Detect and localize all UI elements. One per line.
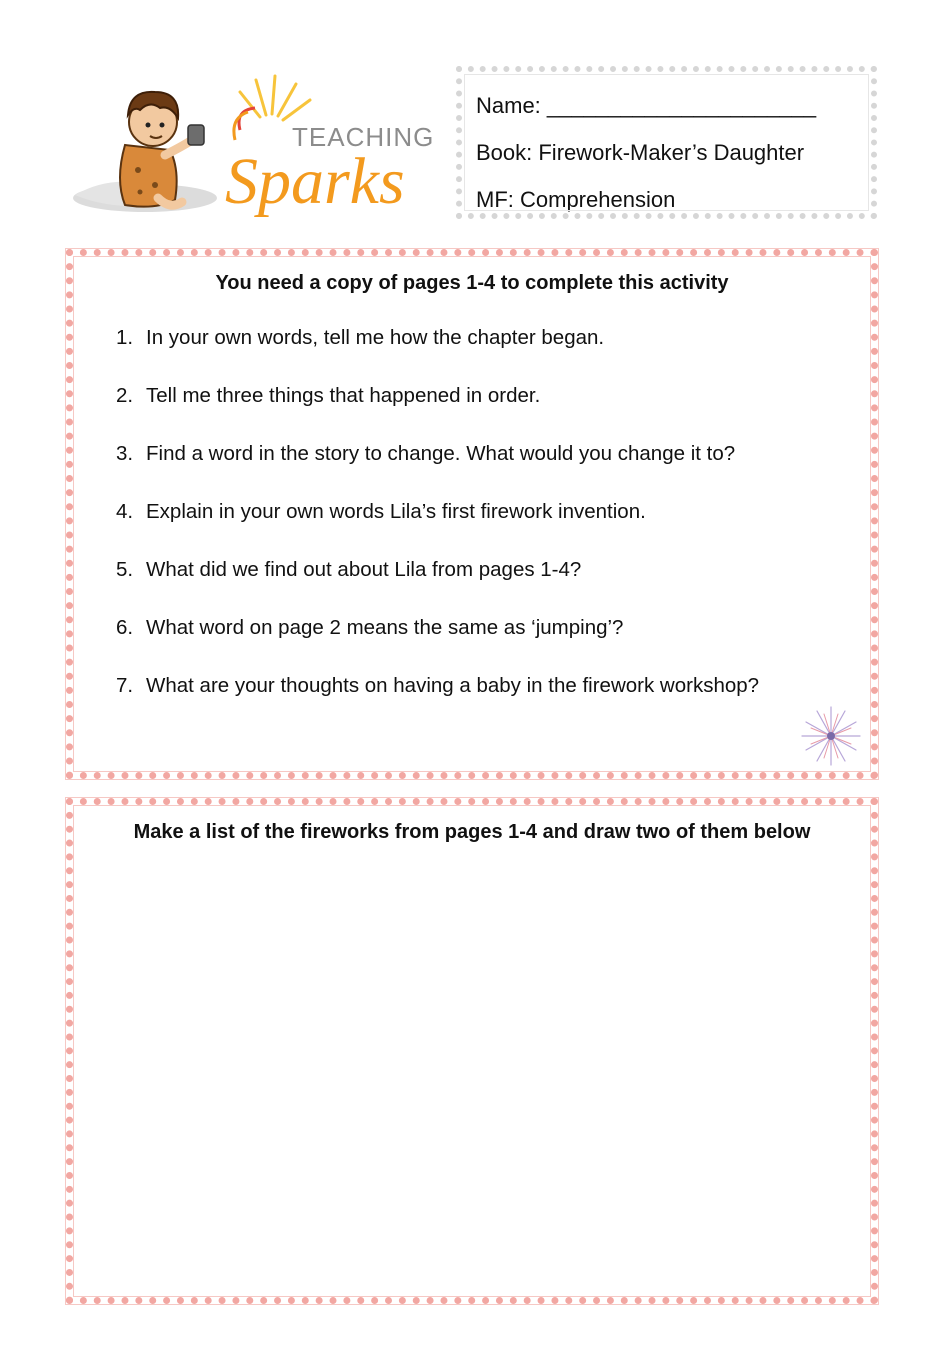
question-text: What are your thoughts on having a baby in the firework workshop? [146, 674, 760, 697]
question-item [73, 326, 871, 384]
question-item [73, 674, 871, 732]
question-number: 7. [116, 674, 134, 697]
question-number: 4. [116, 500, 134, 523]
student-info-box [456, 66, 877, 219]
drawing-box [66, 798, 878, 1304]
question-text: Explain in your own words Lila’s first firework invention. [146, 500, 646, 523]
activity-heading: You need a copy of pages 1-4 to complete this activity [215, 272, 729, 294]
question-item [73, 616, 871, 674]
logo-brand-top: TEACHING [292, 122, 435, 152]
question-text: Find a word in the story to change. What would you change it to? [146, 442, 736, 465]
mf-label: MF: Comprehension [476, 187, 676, 212]
name-field-label[interactable]: Name: ______________________ [476, 93, 817, 118]
question-number: 3. [116, 442, 134, 465]
question-text: What did we find out about Lila from pages 1-4? [146, 558, 582, 581]
question-item [73, 442, 871, 500]
question-list [73, 326, 871, 732]
question-item [73, 384, 871, 442]
teaching-sparks-logo [70, 70, 445, 220]
question-number: 2. [116, 384, 134, 407]
question-item [73, 558, 871, 616]
drawing-area[interactable] [73, 855, 871, 1297]
firework-icon [799, 704, 863, 768]
drawing-heading: Make a list of the fireworks from pages 1-4 and draw two of them below [133, 821, 811, 843]
question-text: In your own words, tell me how the chapter began. [146, 326, 605, 349]
logo-brand-bottom: Sparks [225, 145, 405, 218]
activity-box [66, 249, 878, 779]
question-number: 6. [116, 616, 134, 639]
question-item [73, 500, 871, 558]
question-number: 5. [116, 558, 134, 581]
question-number: 1. [116, 326, 134, 349]
logo-graphic [70, 70, 445, 220]
question-text: Tell me three things that happened in order. [146, 384, 541, 407]
question-text: What word on page 2 means the same as ‘jumping’? [146, 616, 624, 639]
book-title-label: Book: Firework-Maker’s Daughter [476, 140, 805, 165]
